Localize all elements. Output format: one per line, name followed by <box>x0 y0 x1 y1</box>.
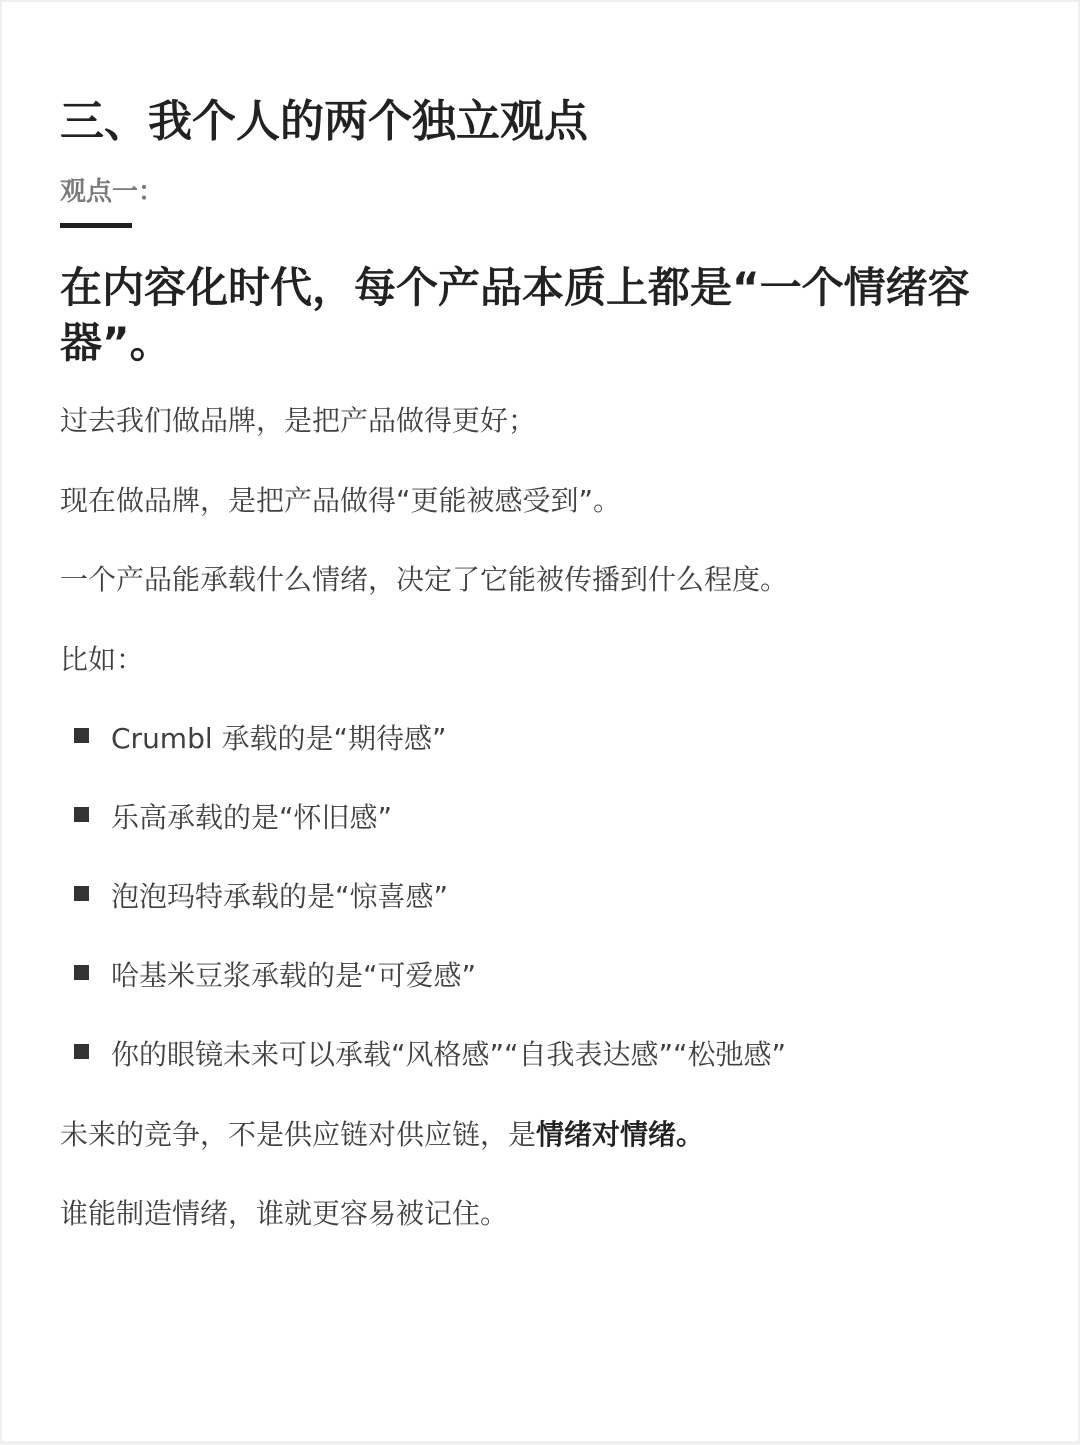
section-title: 三、我个人的两个独立观点 <box>60 96 588 147</box>
paragraph-emotion-spread: 一个产品能承载什么情绪，决定了它能被传播到什么程度。 <box>60 563 789 596</box>
list-item <box>74 719 447 759</box>
conclusion-text: 未来的竞争，不是供应链对供应链，是 <box>60 1118 537 1151</box>
list-item-text: 哈基米豆浆承载的是“可爱感” <box>111 959 477 992</box>
square-bullet-icon <box>74 965 89 980</box>
list-item <box>74 877 448 917</box>
list-item <box>74 1035 786 1075</box>
list-item-text: Crumbl 承载的是“期待感” <box>111 722 447 755</box>
paragraph-for-example: 比如： <box>60 643 145 676</box>
point-heading: 在内容化时代，每个产品本质上都是“一个情绪容器”。 <box>60 263 970 367</box>
paragraph-future-competition <box>60 1115 704 1155</box>
paragraph-closing: 谁能制造情绪，谁就更容易被记住。 <box>60 1197 509 1230</box>
list-item-text: 你的眼镜未来可以承载“风格感”“自我表达感”“松弛感” <box>111 1038 787 1071</box>
point-label-underline <box>60 223 132 228</box>
square-bullet-icon <box>74 728 89 743</box>
square-bullet-icon <box>74 807 89 822</box>
square-bullet-icon <box>74 1044 89 1059</box>
paragraph-present-branding: 现在做品牌，是把产品做得“更能被感受到”。 <box>60 484 622 517</box>
list-item-text: 泡泡玛特承载的是“惊喜感” <box>111 880 449 913</box>
list-item <box>74 798 392 838</box>
list-item <box>74 956 476 996</box>
square-bullet-icon <box>74 886 89 901</box>
list-item-text: 乐高承载的是“怀旧感” <box>111 801 393 834</box>
point-label: 观点一： <box>60 177 165 207</box>
article-page <box>2 2 1078 1441</box>
paragraph-past-branding: 过去我们做品牌，是把产品做得更好； <box>60 404 537 437</box>
conclusion-emphasis: 情绪对情绪。 <box>536 1118 705 1151</box>
